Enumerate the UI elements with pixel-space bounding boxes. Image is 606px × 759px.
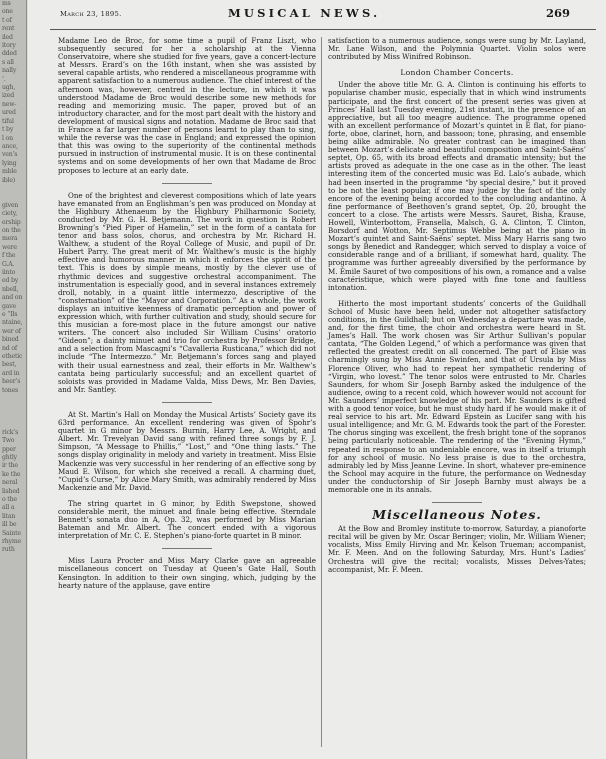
article-paragraph: Madame Leo de Broc, for some time a pupil of Franz Liszt, who subsequently secured for her a scholarship at the Vienna Conservatoire, where she studied for five years, gave a concert-lecture at Messrs. Erard’s on the 16th instant, when she was assisted by several capable artists, who rendered a miscellaneous programme with apparent satisfaction to a numerous audience. The chief interest of the afternoon was, however, centred in the lecture, in which it was understood Madame de Broc would describe some new methods for reading and memorizing music. The paper, proved but of an introductory character, and for the most part dealt with the history and development of musical signs and notation. Madame de Broc said that in France a far larger number of persons learnt to play than to sing, while the reverse was the case in England; and expressed the opinion that this was owing to the superiority of the continental methods pursued in instruction of instrumental music. It is on these continental systems and on some developments of her own that Madame de Broc proposes to lecture at an early date. <box>58 36 316 175</box>
gutter-fragment: ized <box>2 92 15 100</box>
header-date: March 23, 1895. <box>60 10 122 18</box>
gutter-fragment: neral <box>2 479 18 487</box>
gutter-fragment: tones <box>2 386 19 394</box>
gutter-fragment: nd of <box>2 344 17 352</box>
gutter-fragment <box>0 395 26 403</box>
gutter-fragment: nally <box>2 67 17 75</box>
article-paragraph: At the Bow and Bromley institute to-morrow, Saturday, a pianoforte recital will be given by Mr. Oscar Beringer; violin, Mr. William Wiener; vocalists, Miss Emily Hirving and Mr. Kelson Trueman; accompanist, Mr. F. Meen. And on the following Saturday, Mrs. Hunt’s Ladies’ Orchestra will give the recital; vocalists, Misses Delves-Yates; accompanist, Mr. F. Meen. <box>328 524 586 574</box>
gutter-fragment: on the <box>2 226 21 234</box>
gutter-fragment: iinto <box>2 269 16 276</box>
gutter-fragment: ed by <box>2 277 19 285</box>
section-divider <box>162 183 212 184</box>
gutter-fragment: were <box>2 243 17 251</box>
header-page-number: 269 <box>546 6 571 20</box>
gutter-fragment: dded <box>2 50 17 58</box>
gutter-fragment: t by <box>2 126 14 134</box>
left-column <box>58 37 316 590</box>
gutter-fragment: tiful <box>2 117 14 125</box>
gutter-fragment: lying <box>2 159 17 167</box>
article-paragraph: The string quartet in G minor, by Edith Swepstone, showed considerable merit, the minuet and finale being effective. Sterndale Bennett’s sonata duo in A, Op. 32, was performed by Miss Marian Bateman and Mr. Albert. The concert ended with a vigorous interpretation of Mr. C. E. Stephen’s piano-forte quartet in B minor. <box>58 498 316 541</box>
gutter-fragment <box>0 193 26 201</box>
gutter-fragment: ard in <box>2 369 20 377</box>
gutter-fragment: mble <box>2 168 17 176</box>
gutter-fragment: f the <box>2 252 16 260</box>
gutter-fragment: Sainte <box>2 529 21 537</box>
gutter-fragment: G.A. <box>2 260 15 268</box>
gutter-fragment: o the <box>2 495 17 503</box>
gutter-fragment: t of <box>2 16 12 24</box>
gutter-fragment: ciety, <box>2 210 18 218</box>
gutter-fragment: ’. <box>2 75 6 83</box>
gutter-fragment: ethetic <box>2 353 23 361</box>
article-paragraph: Under the above title Mr. G. A. Clinton is continuing his efforts to popularise chamber music, especially that in which wind instruments participate, and the first concert of the present series was given at Princes’ Hall last Tuesday evening, 21st instant, in the presence of an appreciative, but all too meagre audience. The programme opened with an excellent performance of Mozart’s quintet in E flat, for piano-forte, oboe, clarinet, horn, and bassoon; tone, phrasing, and ensemble being alike admirable. No greater contrast can be imagined than between Mozart’s delicate and beautiful composition and Saint-Saëns’ septet, Op. 65, with its broad effects and dramatic intensity; but the artists proved as adequate in the one case as in the other. The least interesting item of the concerted music was Ed. Lalo’s aubade, which had been inserted in the programme “by special desire,” but it proved to be not the least popular, if one may judge by the fact of the only encore of the evening being accorded to the concluding andantino. A fine performance of Beethoven’s grand septet, Op. 20, brought the concert to a close. The artists were Messrs. Sauret, Bisha, Krause, Howell, Winterbottom, Fransella, Malsch, G. A. Clinton, T. Clinton, Borsdorf and Wotton, Mr. Septimus Webbe being at the piano in Mozart’s quintet and Saint-Saëns’ septet. Miss Mary Harris sang two songs by Benedict and Randegger, which served to display a voice of considerable range and of a brilliant, if somewhat hard, quality. The programme was further agreeably diversified by the performance by M. Émile Sauret of two compositions of his own, a romance and a valse caractéristique, which were played with fine tone and faultless intonation. <box>328 80 586 292</box>
gutter-fragment <box>0 420 26 428</box>
gutter-fragment: ured <box>2 109 16 117</box>
gutter-fragment: ke the <box>2 470 21 478</box>
gutter-fragment <box>0 412 26 420</box>
gutter-fragment: rent <box>2 25 15 33</box>
section-heading: London Chamber Concerts. <box>400 68 514 78</box>
article-paragraph: Hitherto the most important students’ concerts of the Guildhall School of Music have been held, under not altogether satisfactory conditions, in the Guildhall; but on Wednesday a departure was made, and, for the first time, the choir and orchestra were heard in St. James’s Hall. The work chosen was Sir Arthur Sullivan’s popular cantata, “The Golden Legend,” of which a performance was given that reflected the greatest credit on all concerned. The part of Elsie was charmingly sung by Miss Annie Swinfen, and that of Ursula by Miss Florence Oliver, who had to repeat her sympathetic rendering of “Virgin, who lovest.” The tenor solos were entrusted to Mr. Charles Saunders, for whom Sir Joseph Barnby asked the indulgence of the audience, owing to a recent cold, which however would not account for Mr. Saunders’ imperfect knowledge of his part. Mr. Saunders is gifted with a good tenor voice, but he must study hard if he would make it of real service to his art. Mr. Edward Epstein as Lucifer sang with his usual intelligence; and Mr. G. M. Edwards took the part of the Forester. The chorus singing was excellent, the fresh bright tone of the sopranos being particularly noticeable. The rendering of the “Evening Hymn,” repeated in response to an undeniable encore, was in itself a triumph for any school of music. No less praise is due to the orchestra, admirably led by Miss Jeanne Levine. In short, whatever pre-eminence the School may acquire in the future, the performance on Wednesday under the conductorship of Sir Joseph Barnby must always be a memorable one in its annals. <box>328 298 586 494</box>
right-column <box>328 37 586 574</box>
gutter-fragment: bined <box>2 336 19 344</box>
gutter-fragment: given <box>2 201 19 209</box>
gutter-fragment: gave <box>2 302 17 310</box>
page-header <box>28 6 602 20</box>
gutter-fragment: Two <box>2 437 15 445</box>
gutter-fragment: mera <box>2 235 18 243</box>
gutter-fragment <box>0 404 26 412</box>
gutter-fragment: rick’s <box>2 428 19 436</box>
gutter-fragment: ible) <box>2 176 15 184</box>
gutter-fragment: ghtly <box>2 453 17 461</box>
gutter-fragment: rhyme <box>2 538 21 545</box>
gutter-fragment: e “Ils <box>2 311 18 319</box>
gutter-fragment: new- <box>2 100 17 108</box>
gutter-fragment: ms <box>2 0 11 7</box>
article-paragraph: At St. Martin’s Hall on Monday the Musical Artists’ Society gave its 63rd performance. An excellent rendering was given of Spohr’s quartet in G minor by Messrs. Burnin, Harry Lee, A. Wright, and Albert. Mr. Trevelyan David sang with refined three songs by F. J. Simpson, “A Message to Phillis,” “Lost,” and “One thing lasts.” The songs display originality in melody and variety in treatment. Miss Elsie Mackenzie was very successful in her rendering of an effective song by Maud E. Wilson, for which she received a recall. A charming duet, “Cupid’s Curse,” by Alice Mary Smith, was admirably rendered by Miss Mackenzie and Mr. David. <box>58 409 316 492</box>
gutter-fragment: all a <box>2 504 15 512</box>
gutter-fragment: iled <box>2 33 13 41</box>
gutter-fragment: ance, <box>2 142 18 150</box>
gutter-fragment: best, <box>2 361 17 369</box>
newspaper-page <box>28 0 606 759</box>
gutter-fragment: ntaine, <box>2 319 23 327</box>
gutter-fragment: itory <box>2 42 16 50</box>
column-rule <box>321 37 322 747</box>
gutter-fragment: ugh, <box>2 84 16 92</box>
article-paragraph: satisfaction to a numerous audience, songs were sung by Mr. Layland, Mr. Lane Wilson, and the Polymnia Quartet. Violin solos were contributed by Miss Winifred Robinson. <box>328 36 586 62</box>
gutter-fragment: ruth <box>2 546 15 554</box>
gutter-fragment: and on <box>2 294 23 302</box>
gutter-fragment: ership <box>2 218 21 226</box>
gutter-fragment: ill be <box>2 521 17 529</box>
gutter-fragment: pper <box>2 445 16 453</box>
section-divider <box>432 502 482 503</box>
gutter-fragment: l on <box>2 134 13 142</box>
misc-heading: Miscellaneous Notes. <box>372 507 542 523</box>
gutter-fragment: s all <box>2 58 14 66</box>
gutter-fragment: heer’s <box>2 378 21 386</box>
gutter-fragment: nbell, <box>2 285 19 293</box>
gutter-fragment: ir the <box>2 462 18 470</box>
section-divider <box>162 548 212 549</box>
gutter-fragment <box>0 185 26 193</box>
header-rule <box>50 29 596 30</box>
gutter-fragment: wer of <box>2 327 21 335</box>
gutter-fragment: litan <box>2 512 16 520</box>
gutter-fragment: lished <box>2 487 20 495</box>
adjacent-page-gutter <box>0 0 27 759</box>
article-paragraph: Miss Laura Procter and Miss Mary Clarke gave an agreeable miscellaneous concert on Tuesday at Queen’s Gate Hall, South Kensington. In addition to their own singing, which, judging by the hearty nature of the applause, gave entire <box>58 556 316 590</box>
article-paragraph: One of the brightest and cleverest compositions which of late years have emanated from an Englishman’s pen was produced on Monday at the Highbury Athenaeum by the Highbury Philharmonic Society, conducted by Mr. G. H. Betjemann. The work in question is Robert Browning’s “Pied Piper of Hamelin,” set in the form of a cantata for tenor and bass solos, chorus, and orchestra by Mr. Richard H. Walthew, a student of the Royal College of Music, and pupil of Dr. Hubert Parry. The great merit of Mr. Walthew’s music is the highly effective and humorous manner in which it enforces the spirit of the text. This is does by simple means, mostly by the clever use of rhythmic devices and suggestive orchestral accompaniment. The instrumentation is especially good, and in several instances extremely droll, notably, in a quaint little intermezzo, descriptive of the “consternation” of the “Mayor and Corporation.” As a whole, the work displays an intuitive keenness of dramatic perception and power of expression which, with further cultivation and study, should secure for this musician a fore-most place in the future amongst our native writers. The concert also included Sir William Cusins’ oratorio “Gideon”; a dainty minuet and trio for orchestra by Professor Bridge, and a selection from Mascagni’s “Cavalleria Rusticana,” which did not include “The Intermezzo.” Mr. Betjemann’s forces sang and played with their usual earnestness and zeal, their efforts in Mr. Walthew’s cantata being particularly successful; and an excellent quartet of soloists was provided in Madame Valda, Miss Dews, Mr. Ben Davies, and Mr. Santley. <box>58 190 316 394</box>
header-title: MUSICAL NEWS. <box>228 6 381 20</box>
gutter-fragment: ven’s <box>2 151 18 159</box>
section-divider <box>162 402 212 403</box>
gutter-fragment: one <box>2 8 13 16</box>
